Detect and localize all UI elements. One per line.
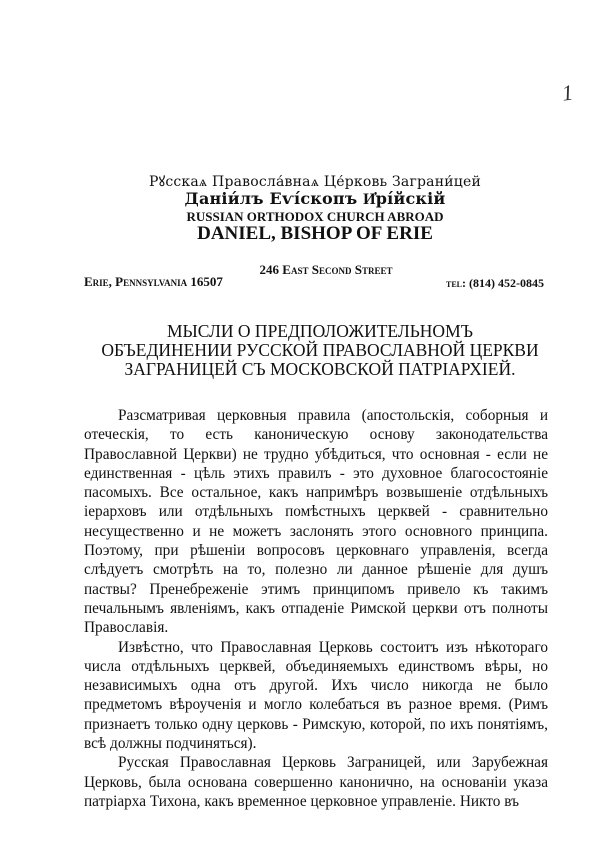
- address-telephone: tel: (814) 452-0845: [446, 276, 544, 290]
- letterhead-english-bishop: DANIEL, BISHOP OF ERIE: [197, 223, 433, 244]
- address-street-text: 246 East Second Street: [259, 262, 393, 277]
- letterhead-slavonic-bishop: Даніи́лъ Еѵі́скопъ И҆рі́йскій: [184, 189, 446, 208]
- letterhead-english-church: RUSSIAN ORTHODOX CHURCH ABROAD: [186, 209, 444, 224]
- handwritten-page-number: 1: [560, 79, 575, 106]
- paragraph: Извѣстно, что Православная Церковь состоитъ изъ нѣкотораго числа отдѣльныхъ церквей, объединяемыхъ единствомъ вѣры, но независимыхъ одна отъ другой. Ихъ число никогда не было предметомъ вѣроученія и могло колебаться въ разное время. (Римъ признаетъ только одну церковь - Римскую, которой, по ихъ понятіямъ, всѣ должны подчиняться).: [84, 638, 548, 753]
- paragraph: Разсматривая церковныя правила (апостольскія, соборныя и отеческія, то есть каноническую основу законодательства Православной Церкви) не трудно убѣдиться, что основная - если не единственная - цѣль этихъ правилъ - это духовное благосостояніе пасомыхъ. Все остальное, какъ напримѣръ возвышеніе отдѣльныхъ іерарховъ или отдѣльныхъ помѣстныхъ церквей - сравнительно несущественно и не можетъ заслонять этого основного принципа. Поэтому, при рѣшеніи вопросовъ церковнаго управленія, всегда слѣдуетъ смотрѣть на то, полезно ли данное рѣшеніе для душъ паствы? Пренебреженіе этимъ принципомъ привело къ такимъ печальнымъ явленіямъ, какъ отпаденіе Римской церкви отъ полноты Православія.: [84, 407, 548, 637]
- paragraph: Русская Православная Церковь Заграницей, или Зарубежная Церковь, была основана совершенно канонично, на основаніи указа патріарха Тихона, какъ временное церковное управленіе. Никто въ: [84, 754, 548, 810]
- document-body: [84, 406, 548, 811]
- letterhead-slavonic-church: Рꙋсскаѧ Правосла́внаѧ Це́рковь Заграни́цей: [148, 174, 482, 190]
- scan-top-margin: [0, 0, 612, 62]
- address-city: Erie, Pennsylvania 16507: [84, 274, 223, 289]
- document-title: МЫСЛИ О ПРЕДПОЛОЖИТЕЛЬНОМЪ ОБЪЕДИНЕНИИ РУССКОЙ ПРАВОСЛАВНОЙ ЦЕРКВИ ЗАГРАНИЦЕЙ СЪ МОСКОВСКОЙ ПАТРІАРХІЕЙ.: [101, 321, 539, 379]
- letterhead: [0, 175, 612, 243]
